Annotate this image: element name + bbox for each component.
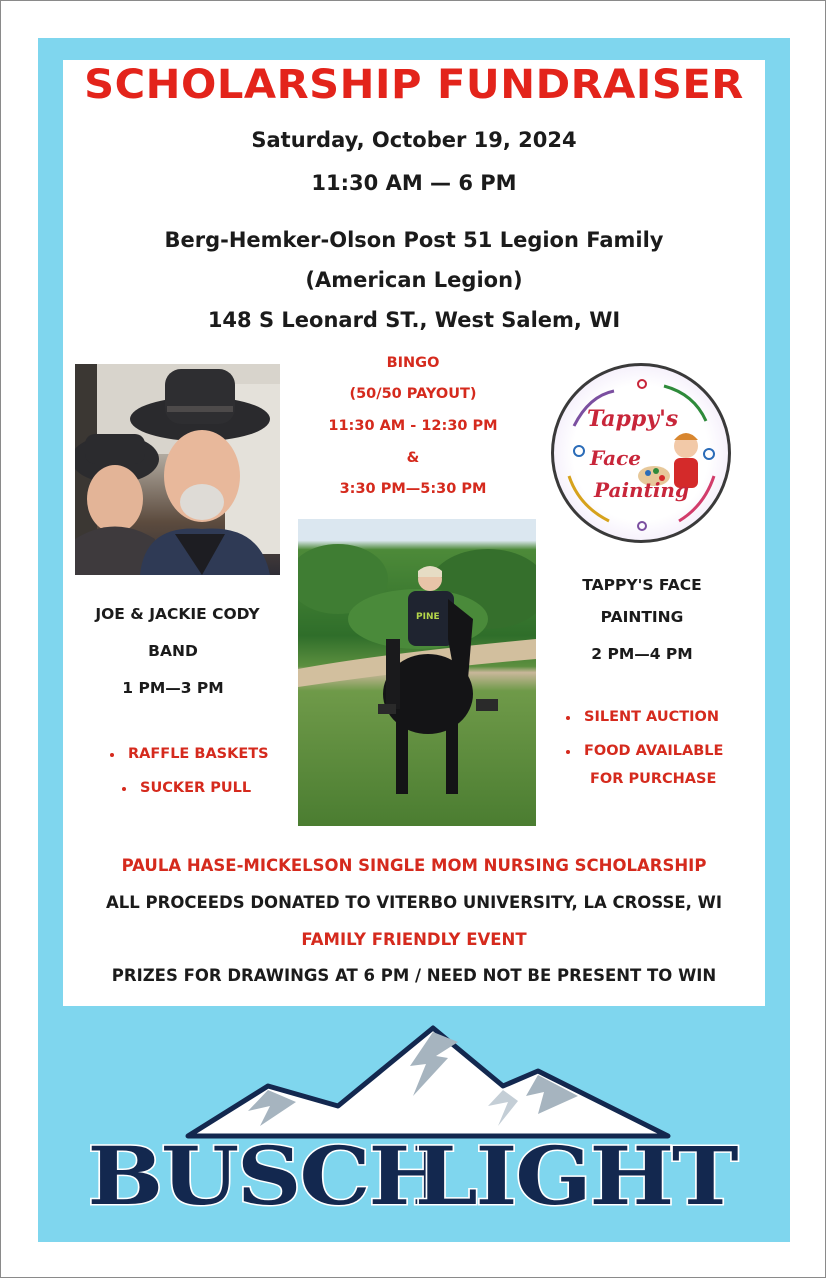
band-time: 1 PM—3 PM bbox=[122, 679, 224, 697]
left-activities-list bbox=[110, 746, 269, 796]
horse-rider-illustration bbox=[298, 519, 536, 826]
logo-text-painting: Painting bbox=[594, 478, 689, 502]
venue-subtitle: (American Legion) bbox=[305, 268, 523, 292]
silent-auction: SILENT AUCTION bbox=[584, 709, 719, 725]
bingo-payout: (50/50 PAYOUT) bbox=[349, 386, 477, 402]
proceeds-note: ALL PROCEEDS DONATED TO VITERBO UNIVERSITY, LA CROSSE, WI bbox=[106, 893, 722, 912]
for-purchase: FOR PURCHASE bbox=[590, 771, 717, 787]
bingo-time-2: 3:30 PM—5:30 PM bbox=[339, 481, 487, 497]
shirt-text: PINE bbox=[416, 612, 440, 622]
logo-text-tappys: Tappy's bbox=[587, 406, 679, 432]
bullet-icon bbox=[566, 750, 570, 754]
band-photo-illustration bbox=[75, 364, 280, 575]
sucker-pull: SUCKER PULL bbox=[140, 780, 252, 796]
family-event: FAMILY FRIENDLY EVENT bbox=[301, 930, 527, 949]
scholarship-name: PAULA HASE-MICKELSON SINGLE MOM NURSING SCHOLARSHIP bbox=[121, 856, 707, 875]
prizes-note: PRIZES FOR DRAWINGS AT 6 PM / NEED NOT BE PRESENT TO WIN bbox=[111, 966, 717, 985]
list-item bbox=[122, 780, 269, 796]
bullet-icon bbox=[566, 716, 570, 720]
event-date: Saturday, October 19, 2024 bbox=[251, 128, 577, 152]
event-title: SCHOLARSHIP FUNDRAISER bbox=[84, 62, 744, 108]
band-photo bbox=[75, 364, 280, 575]
band-name-line1: JOE & JACKIE CODY bbox=[95, 605, 260, 623]
raffle-baskets: RAFFLE BASKETS bbox=[128, 746, 269, 762]
light-word: LIGHT bbox=[414, 1129, 736, 1223]
face-painting-time: 2 PM—4 PM bbox=[591, 645, 693, 663]
horse-rider-photo bbox=[298, 519, 536, 826]
busch-word: BUSCH bbox=[87, 1129, 452, 1223]
bullet-icon bbox=[122, 787, 126, 791]
bingo-title: BINGO bbox=[386, 355, 440, 371]
logo-text-face: Face bbox=[590, 446, 641, 470]
right-activities-list bbox=[566, 709, 723, 787]
list-item bbox=[566, 709, 723, 743]
face-painting-name-line2: PAINTING bbox=[600, 608, 684, 626]
list-item bbox=[566, 771, 723, 787]
band-name-line2: BAND bbox=[148, 642, 198, 660]
event-time: 11:30 AM — 6 PM bbox=[311, 171, 517, 195]
face-painting-logo bbox=[551, 363, 731, 543]
venue-name: Berg-Hemker-Olson Post 51 Legion Family bbox=[164, 228, 664, 252]
bingo-time-1: 11:30 AM - 12:30 PM bbox=[328, 418, 498, 434]
busch-light-logo bbox=[87, 1129, 736, 1223]
venue-address: 148 S Leonard ST., West Salem, WI bbox=[207, 308, 621, 332]
list-item bbox=[110, 746, 269, 780]
list-item bbox=[566, 743, 723, 771]
food-available: FOOD AVAILABLE bbox=[584, 743, 724, 759]
bullet-icon bbox=[110, 753, 114, 757]
bingo-and: & bbox=[406, 450, 420, 466]
face-painting-name-line1: TAPPY'S FACE bbox=[582, 576, 702, 594]
swirl-decoration bbox=[554, 366, 728, 540]
